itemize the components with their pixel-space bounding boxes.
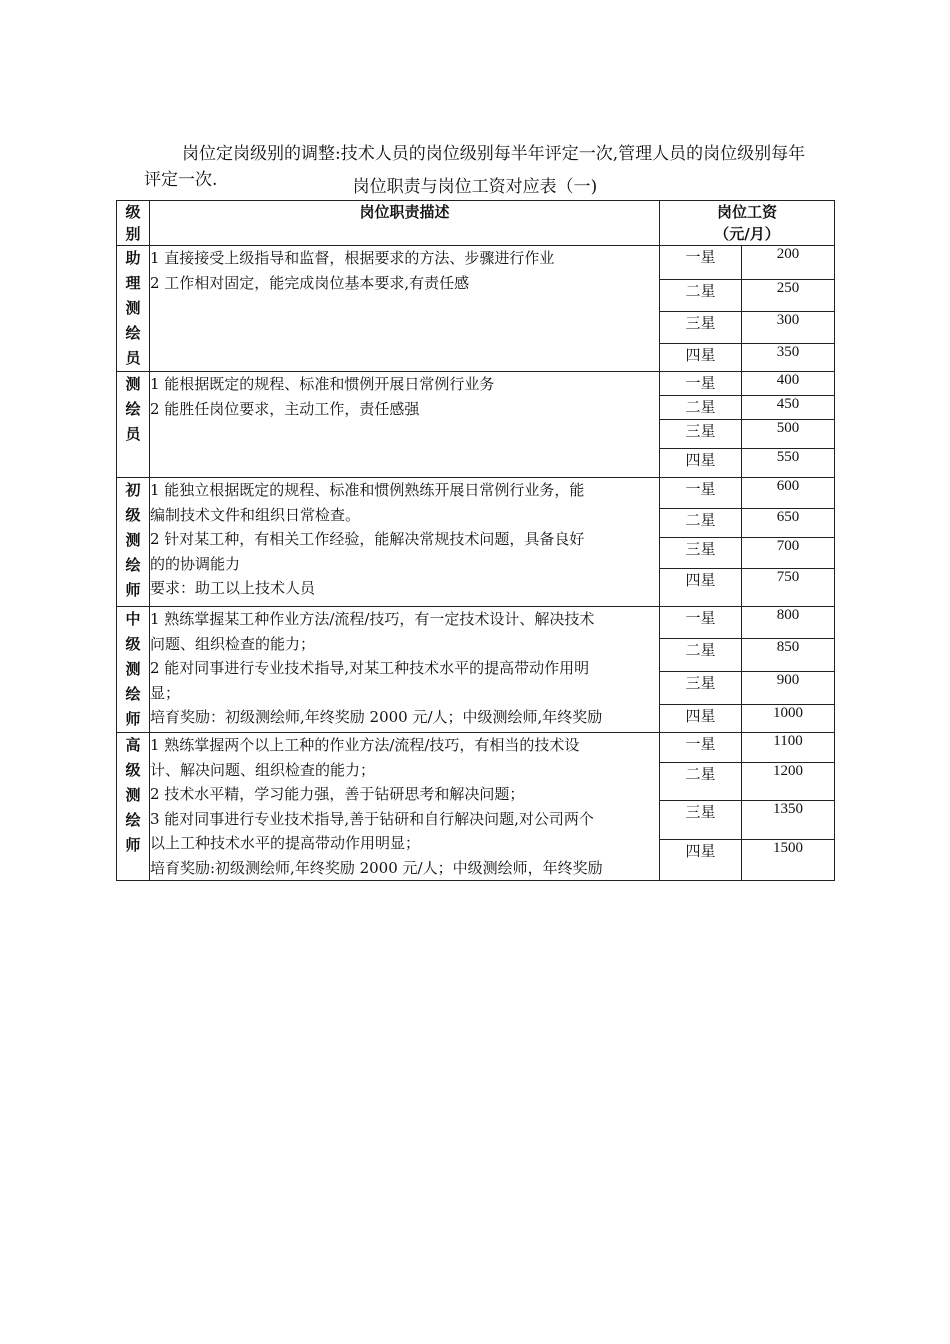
level-cell (117, 607, 150, 733)
wage-header-line2: （元/月） (714, 225, 780, 243)
description-line: 显； (150, 683, 181, 702)
description-line: 2 工作相对固定，能完成岗位基本要求,有责任感 (150, 273, 470, 292)
star-grade-cell: 四星 (660, 449, 742, 478)
wage-amount-cell: 1100 (742, 733, 835, 763)
intro-paragraph: 岗位定岗级别的调整:技术人员的岗位级别每半年评定一次,管理人员的岗位级别每年评定一次. (144, 144, 806, 190)
level-char: 测 (125, 299, 141, 317)
table-row (117, 607, 835, 639)
description-line: 培育奖励：初级测绘师,年终奖励 2000 元/人；中级测绘师,年终奖励 (150, 708, 603, 726)
description-line: 1 熟练掌握两个以上工种的作业方法/流程/技巧，有相当的技术设 (150, 736, 580, 754)
description-cell (150, 478, 660, 607)
level-cell (117, 372, 150, 478)
wage-amount-cell: 800 (742, 607, 835, 639)
table-title: 岗位职责与岗位工资对应表（一) (352, 177, 598, 197)
wage-amount-cell: 900 (742, 671, 835, 704)
level-char: 师 (125, 710, 141, 728)
level-char: 级 (125, 506, 141, 524)
level-char: 测 (125, 531, 141, 549)
table-row (117, 478, 835, 509)
star-grade-cell: 三星 (660, 671, 742, 704)
description-line: 问题、组织检查的能力； (150, 634, 316, 653)
wage-amount-cell: 750 (742, 569, 835, 607)
wage-amount-cell: 450 (742, 396, 835, 420)
table-row (117, 372, 835, 396)
star-grade-cell: 一星 (660, 607, 742, 639)
wage-amount-cell: 350 (742, 343, 835, 371)
star-grade-cell: 三星 (660, 311, 742, 343)
level-char: 测 (125, 660, 141, 678)
description-cell (150, 372, 660, 478)
level-char: 级 (125, 761, 141, 779)
description-line: 1 能根据既定的规程、标准和惯例开展日常例行业务 (150, 375, 495, 393)
wage-amount-cell: 400 (742, 372, 835, 396)
level-header (117, 201, 150, 246)
wage-header (660, 201, 835, 246)
description-line: 编制技术文件和组织日常检查。 (150, 505, 361, 524)
star-grade-cell: 三星 (660, 801, 742, 840)
star-grade-cell: 四星 (660, 569, 742, 607)
star-grade-cell: 三星 (660, 420, 742, 449)
description-cell (150, 733, 660, 881)
description-header: 岗位职责描述 (150, 201, 660, 246)
table-row (117, 246, 835, 280)
level-char: 员 (125, 349, 141, 367)
star-grade-cell: 四星 (660, 343, 742, 371)
description-line: 以上工种技术水平的提高带动作用明显； (150, 834, 421, 852)
star-grade-cell: 二星 (660, 762, 742, 801)
level-header-line2: 别 (125, 225, 141, 243)
wage-amount-cell: 250 (742, 280, 835, 312)
level-char: 级 (125, 635, 141, 653)
level-char: 绘 (125, 811, 141, 829)
level-char: 初 (125, 481, 141, 499)
star-grade-cell: 二星 (660, 639, 742, 671)
star-grade-cell: 一星 (660, 372, 742, 396)
level-char: 绘 (125, 556, 141, 574)
wage-amount-cell: 700 (742, 538, 835, 569)
description-line: 培育奖励:初级测绘师,年终奖励 2000 元/人；中级测绘师，年终奖励 (150, 858, 603, 877)
star-grade-cell: 四星 (660, 840, 742, 881)
wage-header-line1: 岗位工资 (717, 203, 778, 221)
star-grade-cell: 一星 (660, 733, 742, 763)
level-char: 助 (125, 249, 141, 267)
wage-amount-cell: 850 (742, 639, 835, 671)
level-header-line1: 级 (125, 203, 141, 221)
star-grade-cell: 一星 (660, 246, 742, 280)
star-grade-cell: 二星 (660, 509, 742, 538)
wage-amount-cell: 650 (742, 509, 835, 538)
description-cell (150, 607, 660, 733)
wage-amount-cell: 550 (742, 449, 835, 478)
description-line: 3 能对同事进行专业技术指导,善于钻研和自行解决问题,对公司两个 (150, 809, 594, 828)
level-cell (117, 246, 150, 372)
description-line: 2 能胜任岗位要求，主动工作，责任感强 (150, 399, 420, 418)
level-char: 理 (125, 274, 141, 292)
level-char: 测 (125, 375, 141, 393)
wage-amount-cell: 300 (742, 311, 835, 343)
wage-amount-cell: 1200 (742, 762, 835, 801)
description-line: 1 直接接受上级指导和监督，根据要求的方法、步骤进行作业 (150, 249, 555, 267)
wage-amount-cell: 200 (742, 246, 835, 280)
level-char: 绘 (125, 324, 141, 342)
description-line: 1 能独立根据既定的规程、标准和惯例熟练开展日常例行业务，能 (150, 481, 585, 499)
star-grade-cell: 一星 (660, 478, 742, 509)
wage-amount-cell: 600 (742, 478, 835, 509)
level-cell (117, 478, 150, 607)
level-char: 师 (125, 836, 141, 854)
wage-table (116, 200, 835, 881)
table-header-row (117, 201, 835, 246)
description-line: 2 能对同事进行专业技术指导,对某工种技术水平的提高带动作用明 (150, 659, 590, 677)
description-line: 要求：助工以上技术人员 (150, 579, 316, 597)
description-line: 的的协调能力 (150, 554, 241, 573)
level-char: 绘 (125, 400, 141, 418)
wage-amount-cell: 1500 (742, 840, 835, 881)
star-grade-cell: 二星 (660, 396, 742, 420)
star-grade-cell: 三星 (660, 538, 742, 569)
wage-amount-cell: 1350 (742, 801, 835, 840)
wage-amount-cell: 500 (742, 420, 835, 449)
level-char: 绘 (125, 685, 141, 703)
level-char: 测 (125, 786, 141, 804)
description-line: 1 熟练掌握某工种作业方法/流程/技巧，有一定技术设计、解决技术 (150, 610, 595, 628)
wage-amount-cell: 1000 (742, 704, 835, 732)
star-grade-cell: 二星 (660, 280, 742, 312)
star-grade-cell: 四星 (660, 704, 742, 732)
level-char: 中 (125, 610, 141, 628)
description-line: 计、解决问题、组织检查的能力； (150, 760, 376, 779)
description-line: 2 针对某工种，有相关工作经验，能解决常规技术问题，具备良好 (150, 530, 585, 548)
level-cell (117, 733, 150, 881)
level-char: 高 (125, 736, 141, 754)
description-line: 2 技术水平精，学习能力强，善于钻研思考和解决问题； (150, 785, 525, 803)
table-row (117, 733, 835, 763)
level-char: 员 (125, 425, 141, 443)
level-char: 师 (125, 581, 141, 599)
description-cell (150, 246, 660, 372)
